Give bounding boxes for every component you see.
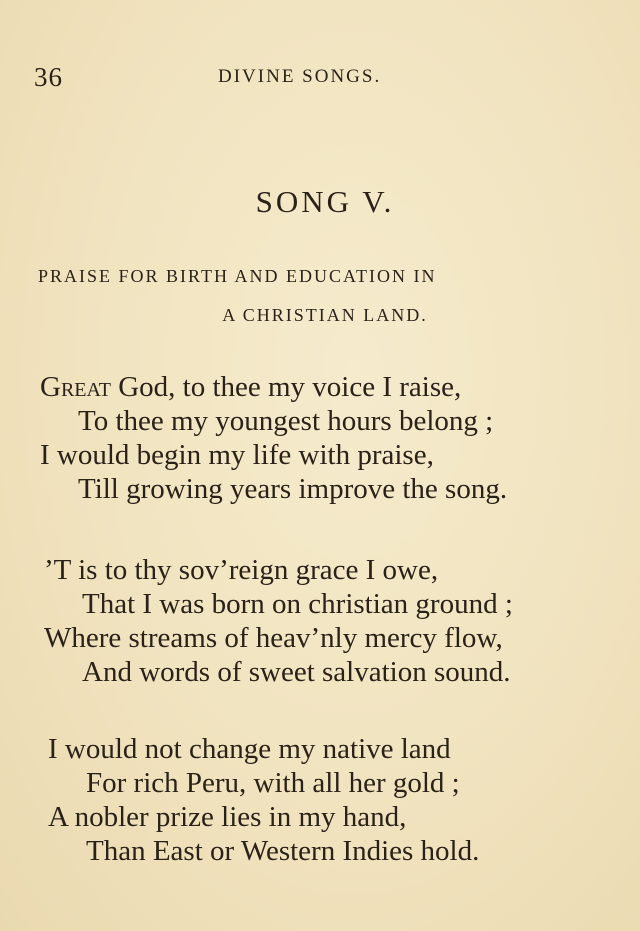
song-subtitle-line-1: PRAISE FOR BIRTH AND EDUCATION IN [38,266,437,286]
verse-line: To thee my youngest hours belong ; [78,405,494,437]
running-title: DIVINE SONGS. [218,66,382,87]
running-head [0,60,640,90]
stanza-1 [40,370,630,506]
verse-line: Where streams of heav’nly mercy flow, [44,622,503,654]
verse-line: Till growing years improve the song. [78,473,508,505]
page-number: 36 [34,62,63,92]
verse-line: I would not change my native land [48,733,451,765]
stanza-2 [44,553,634,689]
verse-line: That I was born on christian ground ; [82,588,513,620]
song-title: SONG V. [255,184,395,219]
verse-line: For rich Peru, with all her gold ; [86,767,460,799]
verse-line: ’T is to thy sov’reign grace I owe, [44,554,439,586]
stanza-3 [48,732,638,868]
verse-opening-word: Great [40,371,111,403]
verse-line: I would begin my life with praise, [40,439,434,471]
song-subtitle-line-2: A CHRISTIAN LAND. [222,305,428,325]
verse-line-text: God, to thee my voice I raise, [110,371,462,403]
verse-line: Than East or Western Indies hold. [86,835,480,867]
verse-line: A nobler prize lies in my hand, [48,801,407,833]
verse-line: And words of sweet salvation sound. [82,656,511,688]
verse-line [40,370,630,404]
